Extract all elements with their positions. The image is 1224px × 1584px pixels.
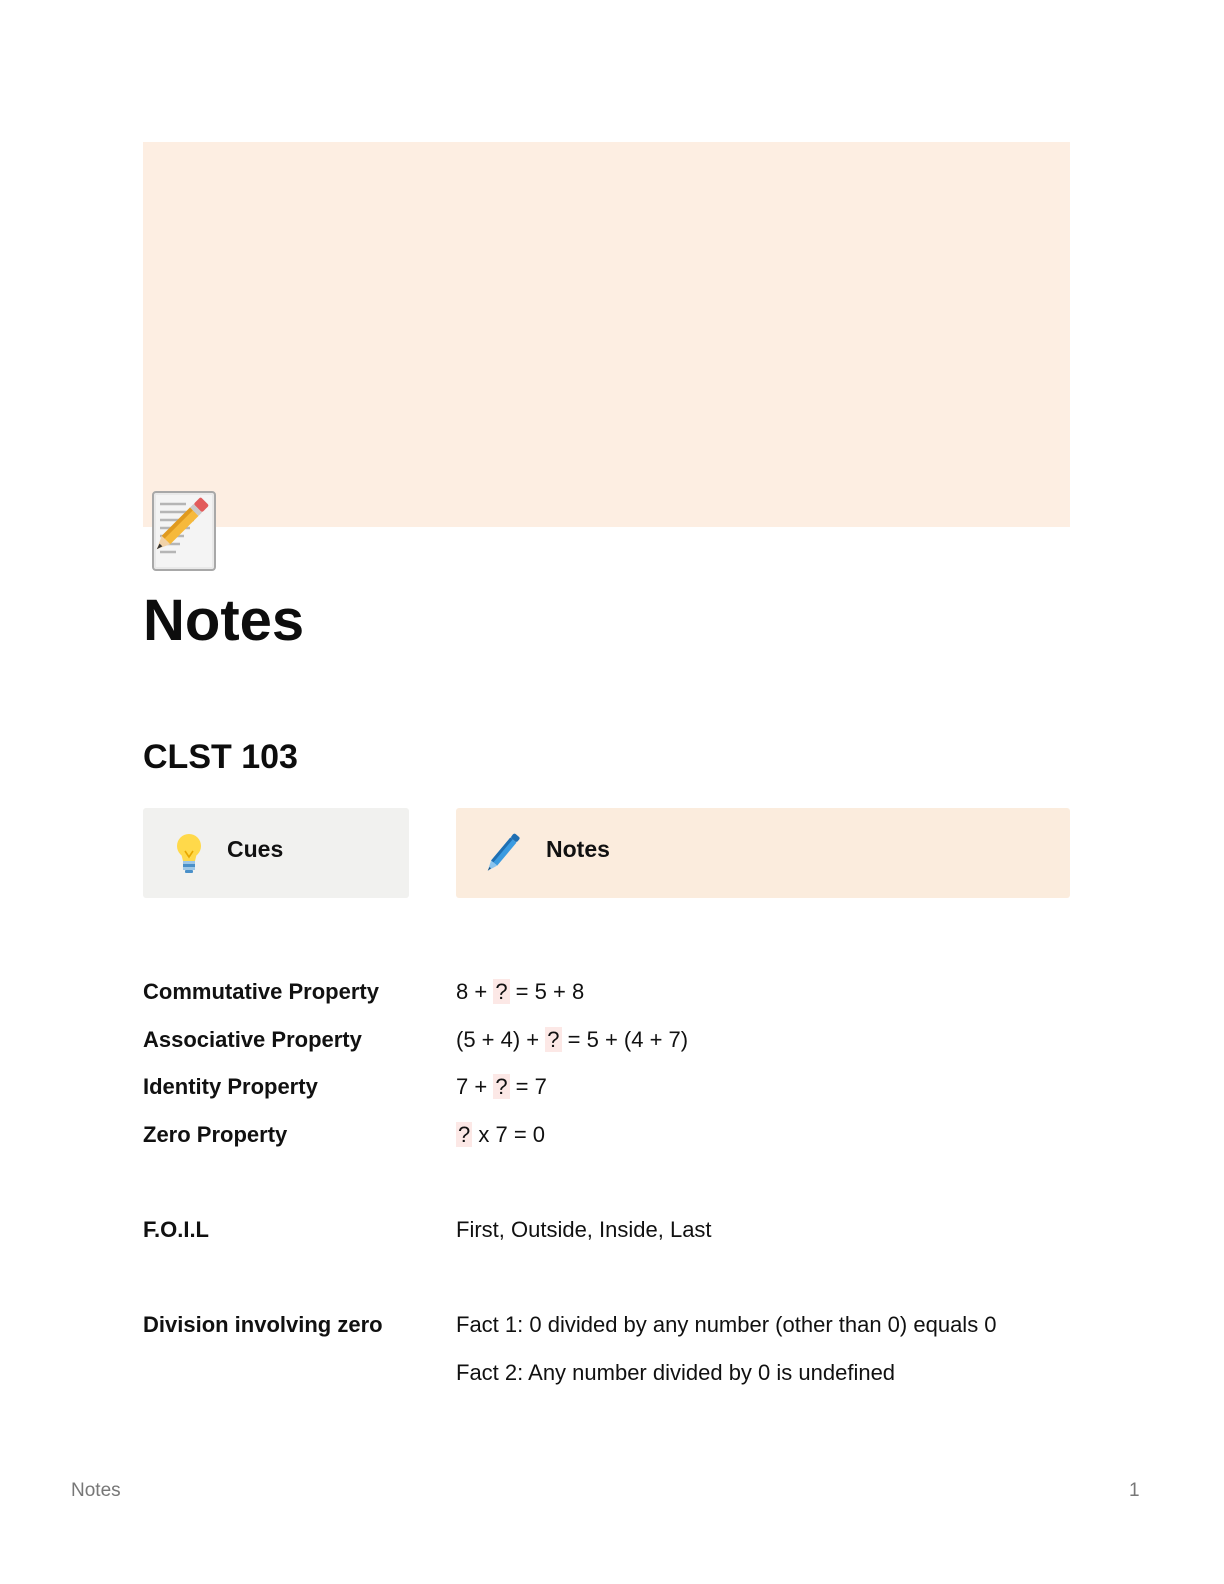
- cue-commutative: Commutative Property: [143, 979, 379, 1004]
- list-item: [143, 974, 1070, 1010]
- blank-highlight: ?: [495, 1074, 508, 1099]
- list-item: [143, 1069, 1070, 1105]
- note-identity: 7 + ? = 7: [456, 1074, 547, 1099]
- list-item: [143, 1212, 1070, 1248]
- list-item: [143, 1117, 1070, 1153]
- note-associative: (5 + 4) + ? = 5 + (4 + 7): [456, 1027, 689, 1052]
- note-foil: First, Outside, Inside, Last: [456, 1217, 712, 1242]
- pen-icon: [480, 831, 520, 875]
- notes-callout: [456, 808, 1070, 898]
- light-bulb-icon: [171, 831, 211, 875]
- note-zero: ? x 7 = 0: [458, 1122, 546, 1147]
- list-item: [143, 1307, 1070, 1343]
- notes-label: Notes: [546, 835, 610, 862]
- cue-associative: Associative Property: [143, 1027, 362, 1052]
- list-item: [143, 1022, 1070, 1058]
- blank-highlight: ?: [458, 1122, 471, 1147]
- cue-zero: Zero Property: [143, 1122, 288, 1147]
- cue-foil: F.O.I.L: [143, 1217, 209, 1242]
- cue-division-zero: Division involving zero: [143, 1312, 383, 1337]
- section-heading: CLST 103: [143, 738, 298, 776]
- note-fact-2: Fact 2: Any number divided by 0 is undefined: [456, 1360, 896, 1385]
- memo-icon: [150, 490, 234, 574]
- page-title: Notes: [143, 588, 305, 653]
- cues-label: Cues: [227, 835, 284, 862]
- cues-callout: [143, 808, 409, 898]
- blank-highlight: ?: [547, 1027, 560, 1052]
- list-item: [143, 1355, 1070, 1391]
- footer-title: Notes: [71, 1480, 121, 1501]
- blank-highlight: ?: [495, 979, 508, 1004]
- page-number: 1: [1129, 1480, 1140, 1501]
- note-commutative: 8 + ? = 5 + 8: [456, 979, 585, 1004]
- note-fact-1: Fact 1: 0 divided by any number (other than 0) equals 0: [456, 1312, 997, 1337]
- cue-identity: Identity Property: [143, 1074, 318, 1099]
- cover-banner: [143, 142, 1070, 527]
